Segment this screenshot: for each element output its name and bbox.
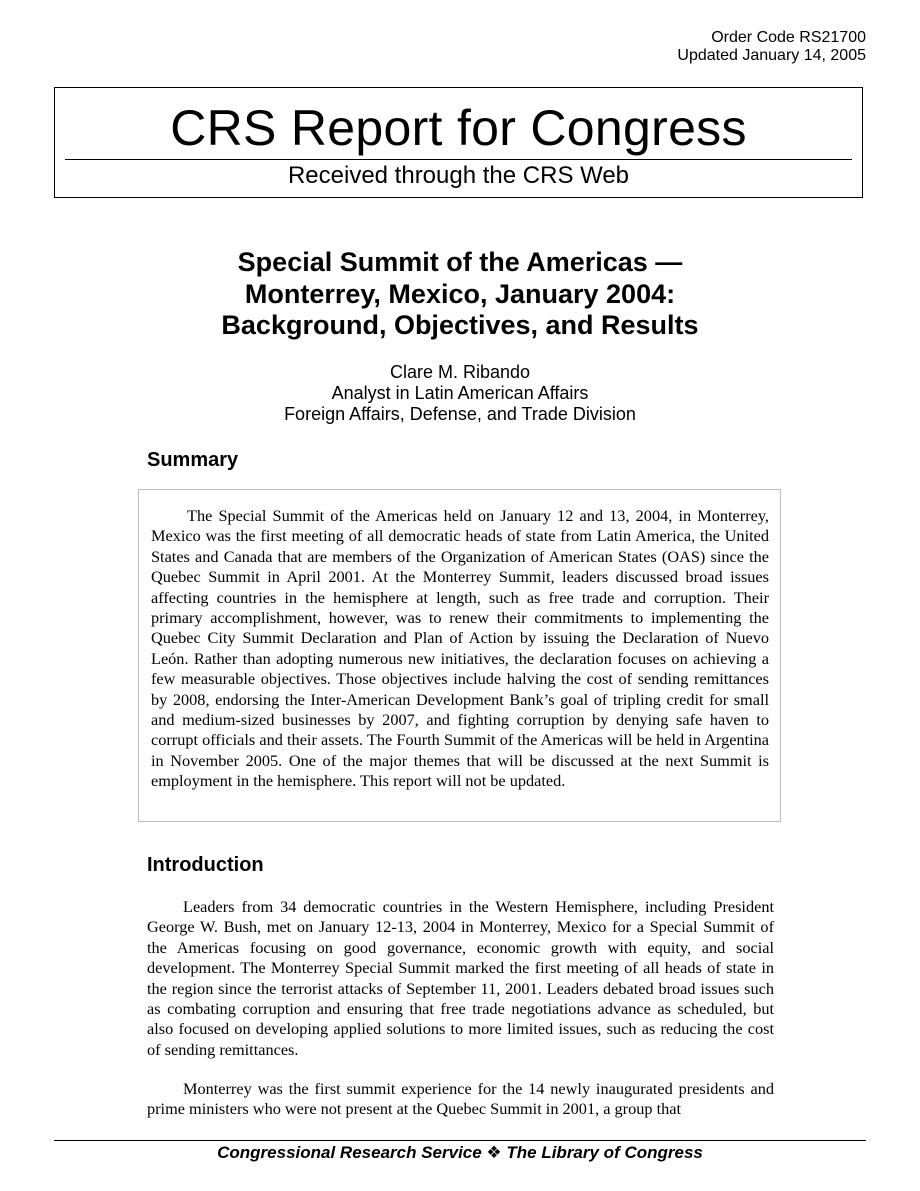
- footer-text: Congressional Research Service ❖ The Library of Congress: [217, 1143, 703, 1162]
- introduction-paragraph: Monterrey was the first summit experience for the 14 newly inaugurated presidents and prime ministers who were not present at the Quebec Summit in 2001, a group that: [147, 1079, 774, 1119]
- title-line: Special Summit of the Americas —: [237, 247, 683, 277]
- summary-box: [138, 489, 781, 822]
- title-line: Background, Objectives, and Results: [221, 310, 699, 340]
- introduction-heading: Introduction: [147, 854, 264, 876]
- masthead-divider: [65, 159, 852, 160]
- masthead-subtitle: Received through the CRS Web: [287, 162, 630, 189]
- summary-text: The Special Summit of the Americas held on January 12 and 13, 2004, in Monterrey, Mexico was the first meeting of all democratic heads of state from Latin America, the United States and Canada that are members of the Organization of American States (OAS) since the Quebec Summit in April 2001. At the Monterrey Summit, leaders discussed broad issues affecting countries in the hemisphere at length, such as free trade and corruption. Their primary accomplishment, however, was to renew their commitments to implementing the Quebec City Summit Declaration and Plan of Action by issuing the Declaration of Nuevo León. Rather than adopting numerous new initiatives, the declaration focuses on achieving a few measurable objectives. Those objectives include halving the cost of sending remittances by 2008, endorsing the Inter-American Development Bank’s goal of tripling credit for small and medium-sized businesses by 2007, and fighting corruption by denying safe haven to corrupt officials and their assets. The Fourth Summit of the Americas will be held in Argentina in November 2005. One of the major themes that will be discussed at the next Summit is employment in the hemisphere. This report will not be updated.: [151, 506, 769, 791]
- author-block: [0, 362, 920, 425]
- order-info: [677, 29, 866, 65]
- masthead-title: CRS Report for Congress: [170, 100, 747, 156]
- author-position: Analyst in Latin American Affairs: [331, 383, 589, 403]
- introduction-paragraph: Leaders from 34 democratic countries in the Western Hemisphere, including President George W. Bush, met on January 12-13, 2004 in Monterrey, Mexico for a Special Summit of the Americas focusing on good governance, economic growth with equity, and social development. The Monterrey Special Summit marked the first meeting of all heads of state in the region since the terrorist attacks of September 11, 2001. Leaders debated broad issues such as combating corruption and ensuring that free trade negotiations advance as scheduled, but also focused on developing applied solutions to more limited issues, such as reducing the cost of sending remittances.: [147, 897, 774, 1059]
- summary-heading: Summary: [147, 449, 239, 471]
- footer-divider: [54, 1140, 866, 1141]
- author-division: Foreign Affairs, Defense, and Trade Division: [284, 404, 636, 424]
- report-masthead: [54, 87, 863, 198]
- order-code: Order Code RS21700: [711, 29, 866, 46]
- document-title: [0, 247, 920, 342]
- author-name: Clare M. Ribando: [389, 362, 531, 382]
- title-line: Monterrey, Mexico, January 2004:: [244, 278, 676, 309]
- updated-date: Updated January 14, 2005: [677, 47, 866, 64]
